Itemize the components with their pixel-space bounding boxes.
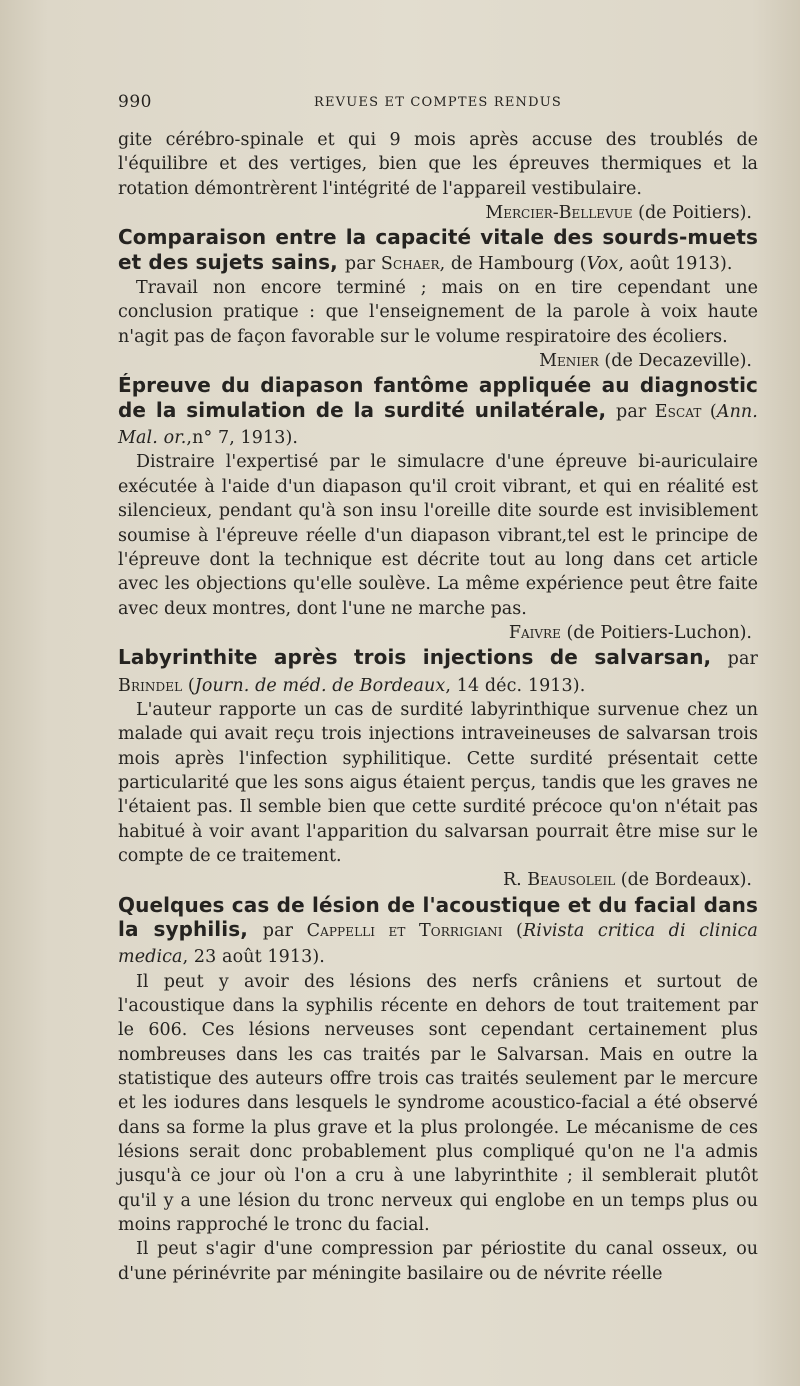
article-authors: Escat bbox=[654, 401, 702, 422]
reviewer-signature bbox=[118, 868, 758, 892]
review-entry bbox=[118, 645, 758, 892]
review-entry bbox=[118, 225, 758, 373]
page-header bbox=[118, 92, 758, 116]
ref-prefix: par bbox=[727, 649, 758, 670]
review-body: L'auteur rapporte un cas de surdité labyrinthique survenue chez un malade qui avait reçu trois injections intraveineuses de salvarsan trois mois après l'infection syphilitique. Cette surdité présentait cette particularité que les sons aigus étaient perçus, tandis que les graves ne l'étaient pas. Il semble bien que cette surdité précoce qu'on n'était pas habitué à voir avant l'apparition du salvarsan pourrait être mise sur le compte de ce traitement. bbox=[118, 699, 758, 866]
article-authors: Schaer bbox=[380, 253, 440, 274]
reviewer-name: Menier bbox=[539, 351, 599, 372]
journal-name: Vox bbox=[586, 253, 619, 274]
ref-date: , 14 déc. 1913). bbox=[445, 675, 586, 696]
article-title: Quelques cas de lésion de l'acoustique et du facial dans la syphilis, bbox=[118, 892, 758, 941]
review-body: Il peut y avoir des lésions des nerfs crâniens et surtout de l'acoustique dans la syphilis récente en dehors de tout traitement par le 606. Ces lésions nerveuses sont cependant certainement plus nombreuses dans les cas traités par le Salvarsan. Mais en outre la statistique des auteurs offre trois cas traités seulement par le mercure et les iodures dans lesquels le syndrome acoustico-facial a été observé dans sa forme la plus grave et la plus prolongée. Le mécanisme de ces lésions serait donc probablement plus compliqué qu'on ne l'a admis jusqu'à ce jour où l'on a cru à une labyrinthite ; il semblerait plutôt qu'il y a une lésion du tronc nerveux qui englobe en un temps plus ou moins rapproché le tronc du facial. bbox=[118, 971, 758, 1236]
article-title: Épreuve du diapason fantôme appliquée au diagnostic de la simulation de la surdité unilatérale, bbox=[118, 373, 758, 422]
reviewer-name: Faivre bbox=[508, 622, 561, 643]
journal-name: Journ. de méd. de Bordeaux bbox=[194, 675, 446, 696]
journal-name: Ann. Mal. or. bbox=[118, 401, 758, 449]
text-column bbox=[118, 128, 758, 1286]
review-body-continued: Il peut s'agir d'une compression par périostite du canal osseux, ou d'une périnévrite par méningite basilaire ou de névrite réelle bbox=[118, 1239, 758, 1284]
review-body: Travail non encore terminé ; mais on en tire cependant une conclusion pratique : que l'enseignement de la parole à voix haute n'agit pas de façon favorable sur le volume respiratoire des écoliers. bbox=[118, 278, 758, 347]
article-heading: Comparaison entre la capacité vitale des sourds-muets et des sujets sains, par Schaer, de Hambourg (Vox, août 1913). bbox=[118, 225, 758, 274]
ref-location: , de Hambourg bbox=[439, 253, 575, 274]
article-title: Comparaison entre la capacité vitale des sourds-muets et des sujets sains, bbox=[118, 225, 758, 274]
article-heading: Épreuve du diapason fantôme appliquée au diagnostic de la simulation de la surdité unilatérale, par Escat (Ann. Mal. or.,n° 7, 1913). bbox=[118, 373, 758, 449]
running-title: REVUES ET COMPTES RENDUS bbox=[313, 95, 563, 110]
reviewer-name: Mercier-Bellevue bbox=[485, 203, 633, 224]
ref-date: ,n° 7, 1913). bbox=[186, 428, 299, 449]
reviewer-place: (de Poitiers). bbox=[638, 203, 752, 224]
review-entry bbox=[118, 373, 758, 645]
article-title: Labyrinthite après trois injections de salvarsan, bbox=[118, 645, 712, 670]
article-heading: Quelques cas de lésion de l'acoustique et du facial dans la syphilis, par Cappelli et Torrigiani (Rivista critica di clinica medica, 23 août 1913). bbox=[118, 892, 758, 968]
review-entry bbox=[118, 893, 758, 1287]
continuation-paragraph: gite cérébro-spinale et qui 9 mois après accuse des troublés de l'équilibre et des vertiges, bien que les épreuves thermiques et la rotation démontrèrent l'intégrité de l'appareil vestibulaire. bbox=[118, 130, 758, 199]
reviewer-place: (de Poitiers-Luchon). bbox=[566, 622, 752, 643]
reviewer-name: R. Beausoleil bbox=[502, 870, 616, 891]
reviewer-signature bbox=[118, 349, 758, 373]
review-body: Distraire l'expertisé par le simulacre d'une épreuve bi-auriculaire exécutée à l'aide d'un diapason qu'il croit vibrant, et qui en réalité est silencieux, pendant qu'à son insu l'oreille dite sourde est invisiblement soumise à l'épreuve réelle d'un diapason vibrant,tel est le principe de l'épreuve dont la technique est décrite tout au long dans cet article avec les objections qu'elle soulève. La même expérience peut être faite avec deux montres, dont l'une ne marche pas. bbox=[118, 452, 758, 619]
ref-date: , août 1913). bbox=[618, 253, 733, 274]
reviewer-signature bbox=[118, 621, 758, 645]
ref-prefix: par bbox=[262, 921, 294, 941]
article-authors: Cappelli et Torrigiani bbox=[306, 921, 503, 941]
reviewer-place: (de Decazeville). bbox=[604, 351, 752, 372]
ref-date: , 23 août 1913). bbox=[182, 947, 325, 968]
reviewer-place: (de Bordeaux). bbox=[620, 870, 752, 891]
article-heading: Labyrinthite après trois injections de salvarsan, par Brindel (Journ. de méd. de Bordeaux, 14 déc. 1913). bbox=[118, 645, 758, 696]
page-number: 990 bbox=[118, 92, 152, 112]
reviewer-signature bbox=[118, 201, 758, 225]
journal-name: Rivista critica di clinica medica bbox=[118, 921, 758, 968]
ref-prefix: par bbox=[616, 401, 647, 422]
ref-prefix: par bbox=[344, 253, 376, 274]
article-authors: Brindel bbox=[118, 675, 183, 696]
